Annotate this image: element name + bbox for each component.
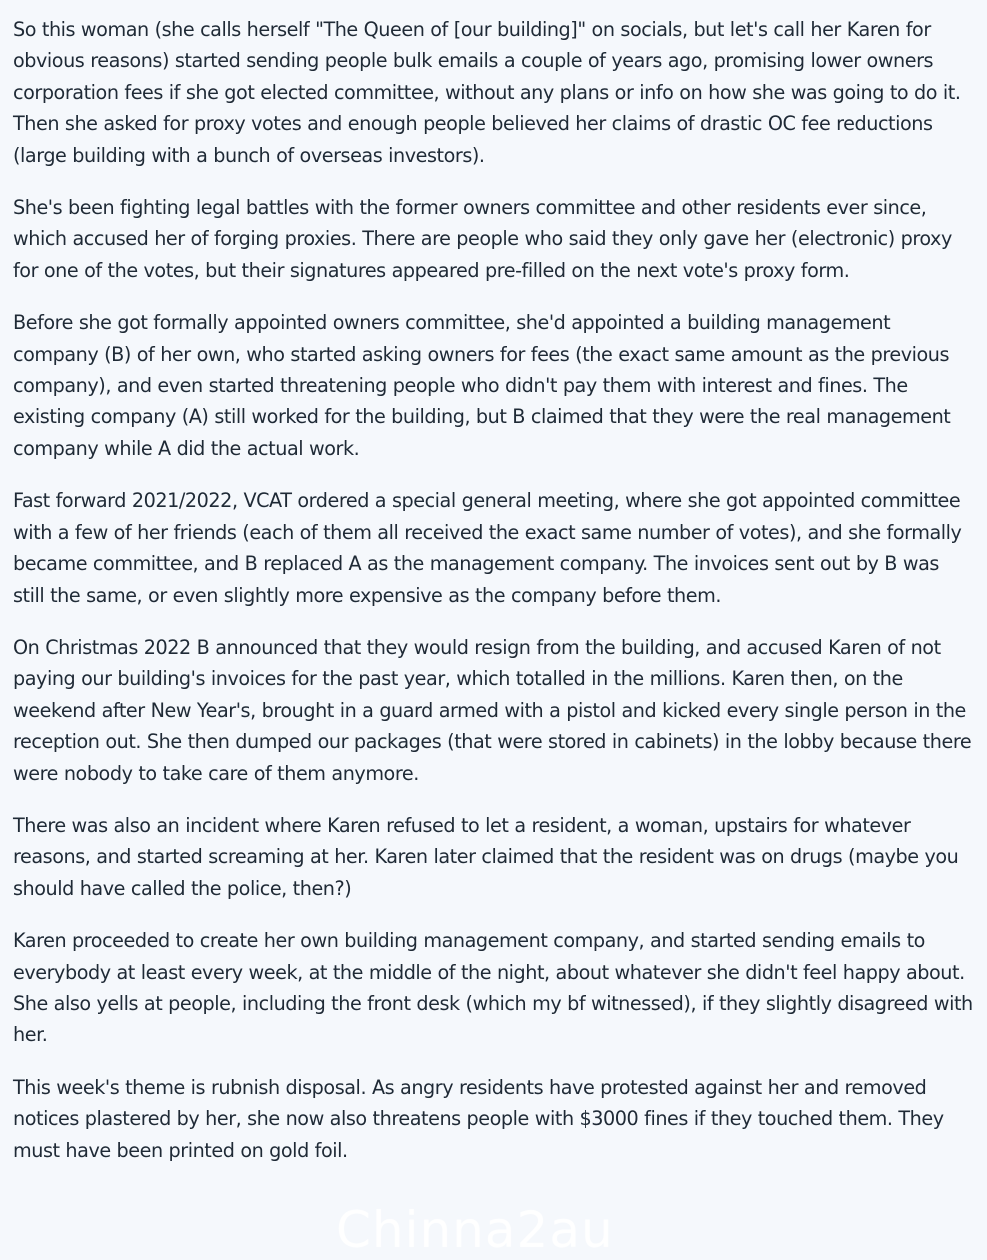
post-paragraph-5: On Christmas 2022 B announced that they would resign from the building, and accused Karen of not paying our building's invoices for the past year, which totalled in the millions. Karen then, on the weekend after New Year's, brought in a guard armed with a pistol and kicked every single person in the reception out. She then dumped our packages (that were stored in cabinets) in the lobby because there were nobody to take care of them anymore. xyxy=(13,635,972,785)
post-paragraph-2: She's been fighting legal battles with the former owners committee and other residents ever since, which accused her of forging proxies. There are people who said they only gave her (electronic) proxy for one of the votes, but their signatures appeared pre-filled on the next vote's proxy form. xyxy=(13,196,952,282)
post-paragraph-8: This week's theme is rubnish disposal. As angry residents have protested against her and removed notices plastered by her, she now also threatens people with $3000 fines if they touched them. They must have been printed on gold foil. xyxy=(13,1075,944,1162)
post-paragraph-7: Karen proceeded to create her own building management company, and started sending emails to everybody at least every week, at the middle of the night, about whatever she didn't feel happy about. She also yells at people, including the front desk (which my bf witnessed), if they slightly disagreed with her. xyxy=(13,929,973,1047)
post-paragraph-4: Fast forward 2021/2022, VCAT ordered a special general meeting, where she got appointed committee with a few of her friends (each of them all received the exact same number of votes), and she formally became committee, and B replaced A as the management company. The invoices sent out by B was still the same, or even slightly more expensive as the company before them. xyxy=(13,489,962,607)
watermark: Chinna2au xyxy=(336,1201,614,1259)
post-paragraph-3: Before she got formally appointed owners committee, she'd appointed a building management company (B) of her own, who started asking owners for fees (the exact same amount as the previous company), and even started threatening people who didn't pay them with interest and fines. The existing company (A) still worked for the building, but B claimed that they were the real management company while A did the actual work. xyxy=(13,311,951,460)
post-paragraph-1: So this woman (she calls herself "The Queen of [our building]" on socials, but let's call her Karen for obvious reasons) started sending people bulk emails a couple of years ago, promising lower owners corporation fees if she got elected committee, without any plans or info on how she was going to do it. Then she asked for proxy votes and enough people believed her claims of drastic OC fee reductions (large building with a bunch of overseas investors). xyxy=(13,18,961,167)
post-body xyxy=(13,14,975,1187)
post-paragraph-6: There was also an incident where Karen refused to let a resident, a woman, upstairs for whatever reasons, and started screaming at her. Karen later claimed that the resident was on drugs (maybe you should have called the police, then?) xyxy=(13,813,959,900)
